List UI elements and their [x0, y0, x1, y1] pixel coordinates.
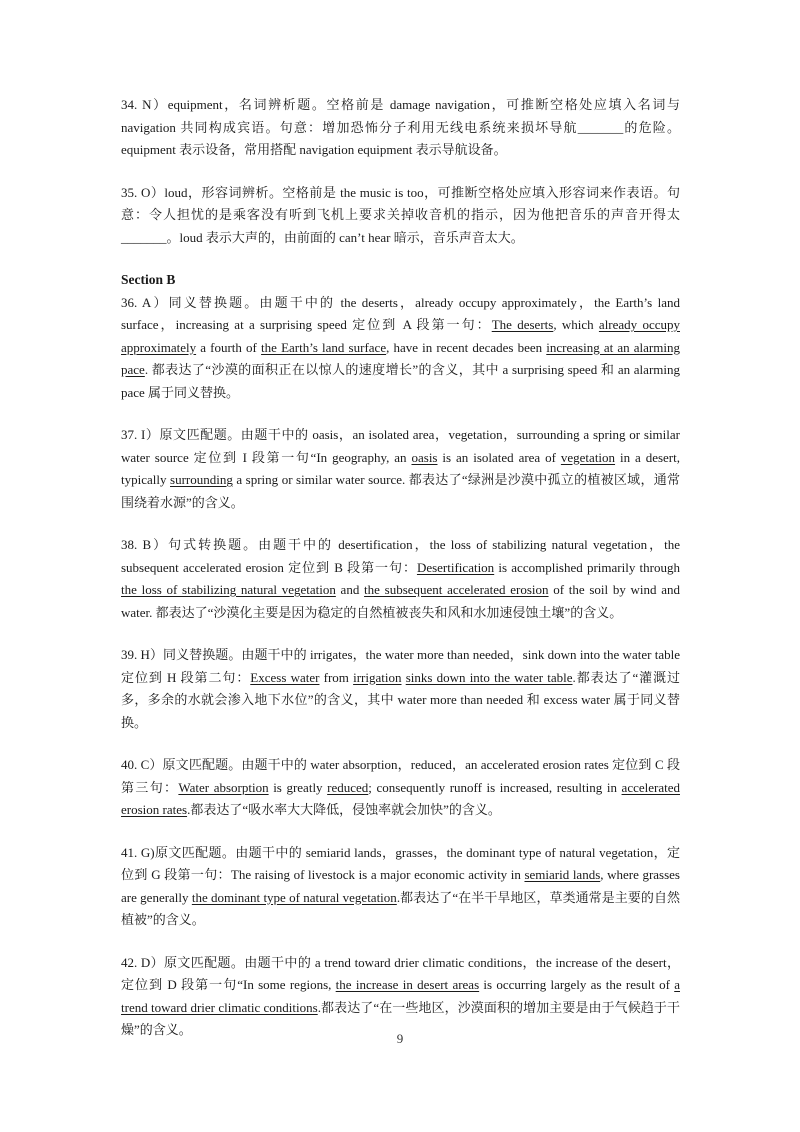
- text-run: is occurring largely as the result of: [479, 977, 675, 992]
- underlined-phrase: the increase in desert areas: [335, 977, 480, 992]
- answer-item-37: [121, 424, 680, 514]
- underlined-phrase: the loss of stabilizing natural vegetation: [121, 582, 336, 597]
- answer-item-38: [121, 534, 680, 624]
- answer-item-34: [121, 94, 680, 162]
- underlined-phrase: accelerated erosion rates: [121, 779, 680, 817]
- text-run: ; consequently runoff is increased, resulting in: [368, 779, 622, 795]
- underlined-phrase: reduced: [327, 779, 369, 795]
- text-run: of the soil by wind and water. 都表达了“沙漠化主要是因为稳定的自然植被丧失和风和水加速侵蚀土壤”的含义。: [121, 582, 681, 620]
- text-run: 42. D）原文匹配题。由题干中的 a trend toward drier climatic conditions，the increase of the desert，定位到 D 段第一句“In some regions,: [121, 954, 680, 992]
- text-run: 40. C）原文匹配题。由题干中的 water absorption，reduced，an accelerated erosion rates 定位到 C 段第三句：: [121, 757, 680, 795]
- text-run: 39. H）同义替换题。由题干中的 irrigates，the water more than needed，sink down into the water table 定位到 H 段第二句：: [121, 647, 680, 685]
- answer-item-36: [121, 292, 680, 405]
- text-run: a spring or similar water source. 都表达了“绿洲是沙漠中孤立的植被区域，通常围绕着水源”的含义。: [121, 472, 680, 510]
- text-run: 34. N）equipment，名词辨析题。空格前是 damage navigation，可推断空格处应填入名词与 navigation 共同构成宾语。句意：增加恐怖分子利用无线电系统来损坏导航_______的危险。equipment 表示设备，常用搭配 navigation equipment 表示导航设备。: [121, 97, 680, 157]
- underlined-phrase: the Earth’s land surface: [261, 339, 387, 355]
- text-run: , which: [553, 317, 599, 332]
- underlined-phrase: sinks down into the water table: [405, 669, 573, 685]
- underlined-phrase: oasis: [411, 449, 438, 465]
- text-run: in a desert, typically: [121, 449, 680, 487]
- text-run: and: [335, 582, 365, 597]
- text-run: 41. G)原文匹配题。由题干中的 semiarid lands，grasses，the dominant type of natural vegetation，定位到 G 段第一句：The raising of livestock is a major economic activity in: [121, 844, 680, 882]
- underlined-phrase: Water absorption: [178, 779, 269, 795]
- text-run: , have in recent decades been: [386, 339, 547, 355]
- text-run: is greatly: [268, 779, 328, 795]
- underlined-phrase: the dominant type of natural vegetation: [191, 889, 397, 905]
- text-run: .都表达了“灌溉过多，多余的水就会渗入地下水位”的含义，其中 water more than needed 和 excess water 属于同义替换。: [121, 669, 681, 730]
- text-run: 35. O）loud，形容词辨析。空格前是 the music is too，可推断空格处应填入形容词来作表语。句意：令人担忧的是乘客没有听到飞机上要求关掉收音机的指示，因为他把音乐的声音开得太_______。loud 表示大声的，由前面的 can’t hear 暗示，音乐声音太大。: [121, 184, 680, 245]
- underlined-phrase: Excess water: [250, 669, 320, 685]
- underlined-phrase: surrounding: [170, 472, 233, 487]
- answer-item-39: [121, 644, 680, 734]
- text-run: a fourth of: [196, 339, 262, 355]
- text-run: is an isolated area of: [437, 449, 561, 465]
- text-run: from: [319, 669, 354, 685]
- text-run: .都表达了“吸水率大大降低，侵蚀率就会加快”的含义。: [187, 802, 501, 817]
- underlined-phrase: a trend toward drier climatic conditions: [121, 977, 680, 1015]
- underlined-phrase: semiarid lands: [524, 867, 601, 882]
- answer-item-42: [121, 952, 680, 1042]
- text-run: . 都表达了“沙漠的面积正在以惊人的速度增长”的含义，其中 a surprising speed 和 an alarming pace 属于同义替换。: [121, 362, 680, 400]
- answer-explanations: [121, 94, 680, 1062]
- text-run: .都表达了“在半干旱地区，草类通常是主要的自然植被”的含义。: [121, 889, 681, 927]
- underlined-phrase: The deserts: [491, 317, 554, 332]
- answer-item-41: [121, 842, 680, 932]
- underlined-phrase: Desertification: [416, 559, 495, 575]
- underlined-phrase: increasing at an alarming pace: [121, 339, 680, 377]
- text-run: 37. I）原文匹配题。由题干中的 oasis，an isolated area，vegetation，surrounding a spring or similar water source 定位到 I 段第一句“In geography, an: [121, 427, 680, 465]
- underlined-phrase: irrigation: [353, 669, 402, 685]
- text-run: .都表达了“在一些地区，沙漠面积的增加主要是由于气候趋于干燥”的含义。: [121, 999, 680, 1037]
- text-run: , where grasses are generally: [121, 867, 680, 905]
- answer-item-40: [121, 754, 680, 822]
- text-run: 38. B）句式转换题。由题干中的 desertification，the loss of stabilizing natural vegetation，the subsequent accelerated erosion 定位到 B 段第一句：: [121, 537, 680, 575]
- section-b-heading: Section B: [121, 272, 176, 287]
- underlined-phrase: the subsequent accelerated erosion: [364, 582, 549, 597]
- text-run: is accomplished primarily through: [494, 559, 681, 575]
- underlined-phrase: vegetation: [560, 449, 616, 465]
- answer-item-35: [121, 182, 680, 250]
- text-run: 36. A）同义替换题。由题干中的 the deserts，already occupy approximately，the Earth’s land surface，increasing at a surprising speed 定位到 A 段第一句：: [121, 294, 680, 332]
- underlined-phrase: already occupy approximately: [121, 317, 680, 355]
- page-number: 9: [396, 1031, 404, 1046]
